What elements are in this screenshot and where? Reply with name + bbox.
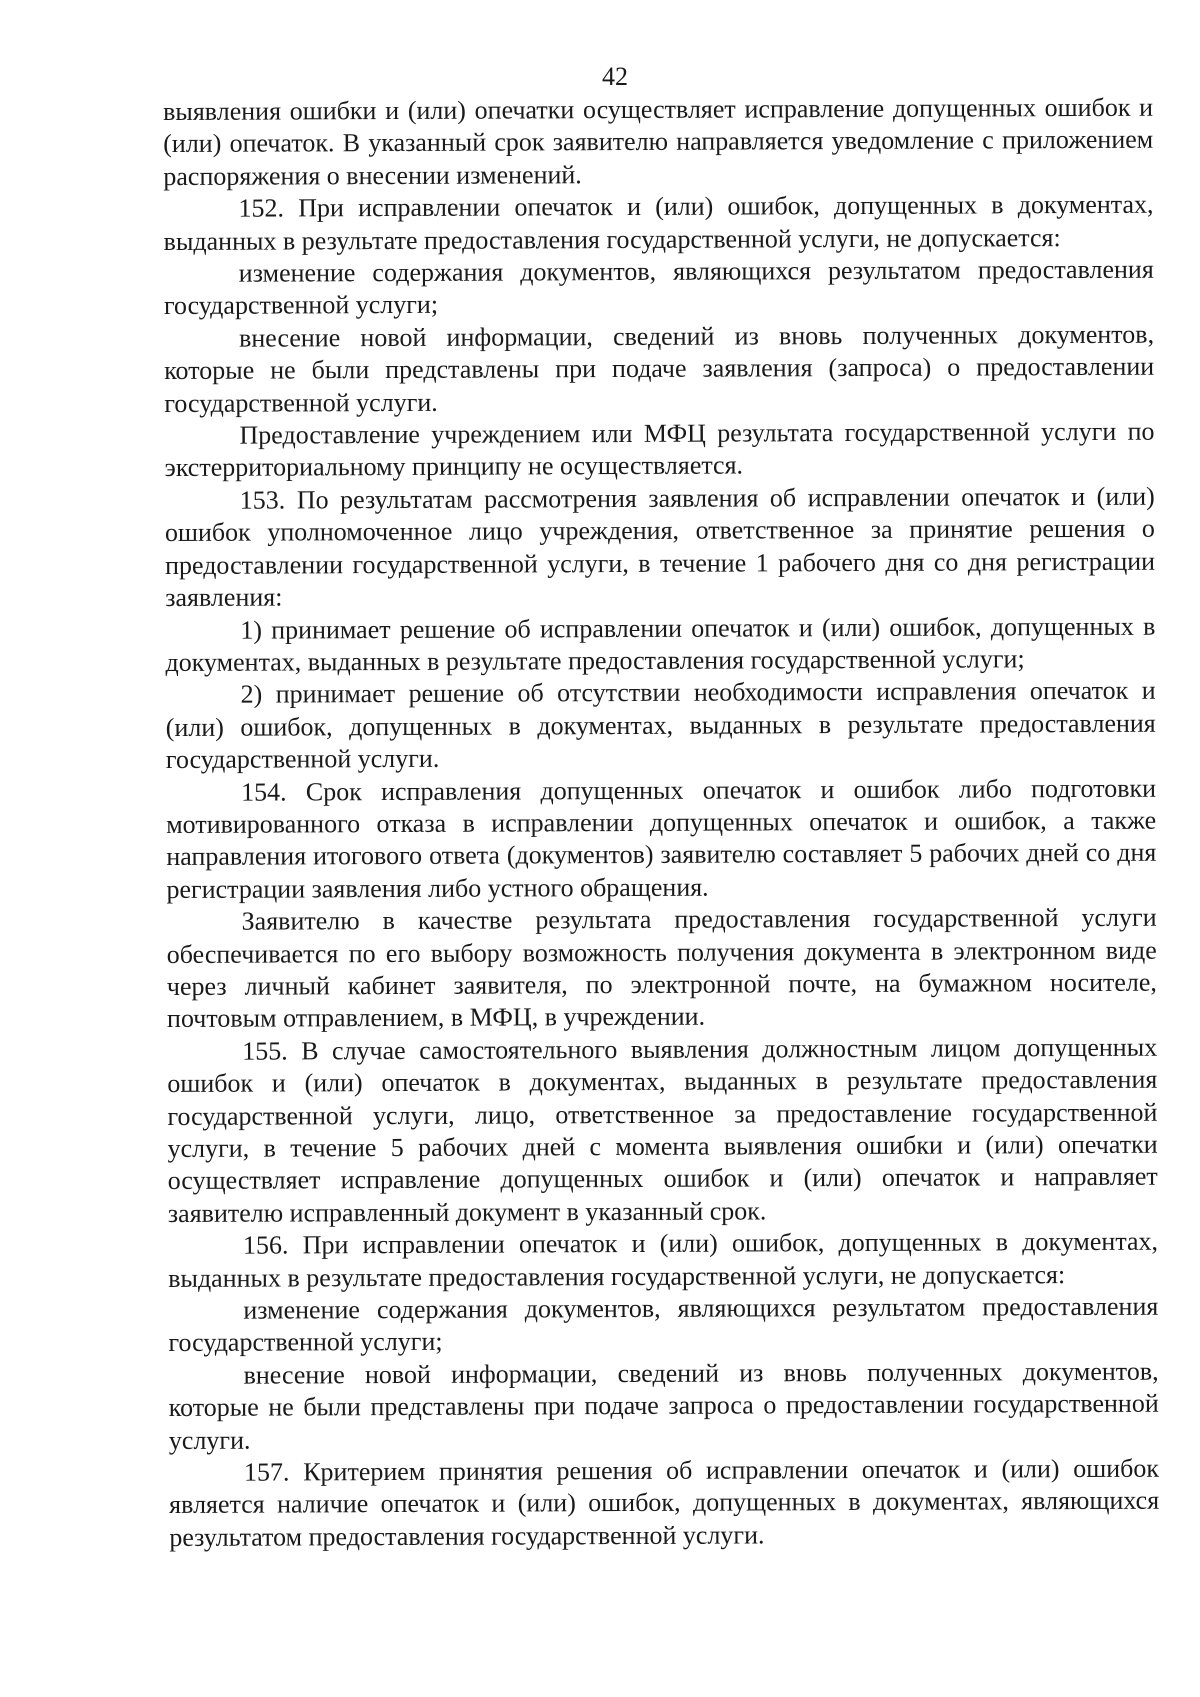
paragraph: 154. Срок исправления допущенных опечаток и ошибок либо подготовки мотивированного отказа в исправлении допущенных опечаток и ошибок, а также направления итогового ответа (документов) заявителю составляет 5 рабочих дней со дня регистрации заявления либо устного обращения. xyxy=(166,773,1157,904)
paragraph: выявления ошибки и (или) опечатки осуществляет исправление допущенных ошибок и (или) опечаток. В указанный срок заявителю направляется уведомление с приложением распоряжения о внесении изменений. xyxy=(163,92,1154,191)
paragraph: 2) принимает решение об отсутствии необходимости исправления опечаток и (или) ошибок, допущенных в документах, выданных в результате предоставления государственной услуги. xyxy=(165,675,1156,775)
paragraph: внесение новой информации, сведений из вновь полученных документов, которые не были представлены при подаче заявления (запроса) о предоставлении государственной услуги. xyxy=(164,319,1155,418)
paragraph: 152. При исправлении опечаток и (или) ошибок, допущенных в документах, выданных в результате предоставления государственной услуги, не допускается: xyxy=(163,189,1154,256)
paragraph: 156. При исправлении опечаток и (или) ошибок, допущенных в документах, выданных в результате предоставления государственной услуги, не допускается: xyxy=(168,1226,1159,1293)
paragraph: Предоставление учреждением или МФЦ результата государственной услуги по экстерриториальному принципу не осуществляется. xyxy=(164,416,1155,483)
paragraph: 155. В случае самостоятельного выявления должностным лицом допущенных ошибок и (или) опечаток в документах, выданных в результате предоставления государственной услуги, лицо, ответственное за предоставление государственной услуги, в течение 5 рабочих дней с момента выявления ошибки и (или) опечатки осуществляет исправление допущенных ошибок и (или) опечаток и направляет заявителю исправленный документ в указанный срок. xyxy=(167,1032,1158,1228)
paragraph: внесение новой информации, сведений из вновь полученных документов, которые не были представлены при подаче запроса о предоставлении государственной услуги. xyxy=(168,1356,1159,1455)
paragraph: 1) принимает решение об исправлении опечаток и (или) ошибок, допущенных в документах, выданных в результате предоставления государственной услуги; xyxy=(165,611,1156,677)
paragraph: изменение содержания документов, являющихся результатом предоставления государственной услуги; xyxy=(163,254,1154,321)
page-number: 42 xyxy=(602,62,628,91)
paragraph: изменение содержания документов, являющихся результатом предоставления государственной услуги; xyxy=(168,1291,1159,1358)
paragraph: 153. По результатам рассмотрения заявления об исправлении опечаток и (или) ошибок уполномоченное лицо учреждения, ответственное за принятие решения о предоставлении государственной услуги, в течение 1 рабочего дня со дня регистрации заявления: xyxy=(164,481,1156,613)
document-body xyxy=(163,92,1159,1555)
paragraph: Заявителю в качестве результата предоставления государственной услуги обеспечивается по его выбору возможность получения документа в электронном виде через личный кабинет заявителя, по электронной почте, на бумажном носителе, почтовым отправлением, в МФЦ, в учреждении. xyxy=(166,902,1157,1034)
paragraph: 157. Критерием принятия решения об исправлении опечаток и (или) ошибок является наличие опечаток и (или) ошибок, допущенных в документах, являющихся результатом предоставления государственной услуги. xyxy=(169,1453,1160,1552)
